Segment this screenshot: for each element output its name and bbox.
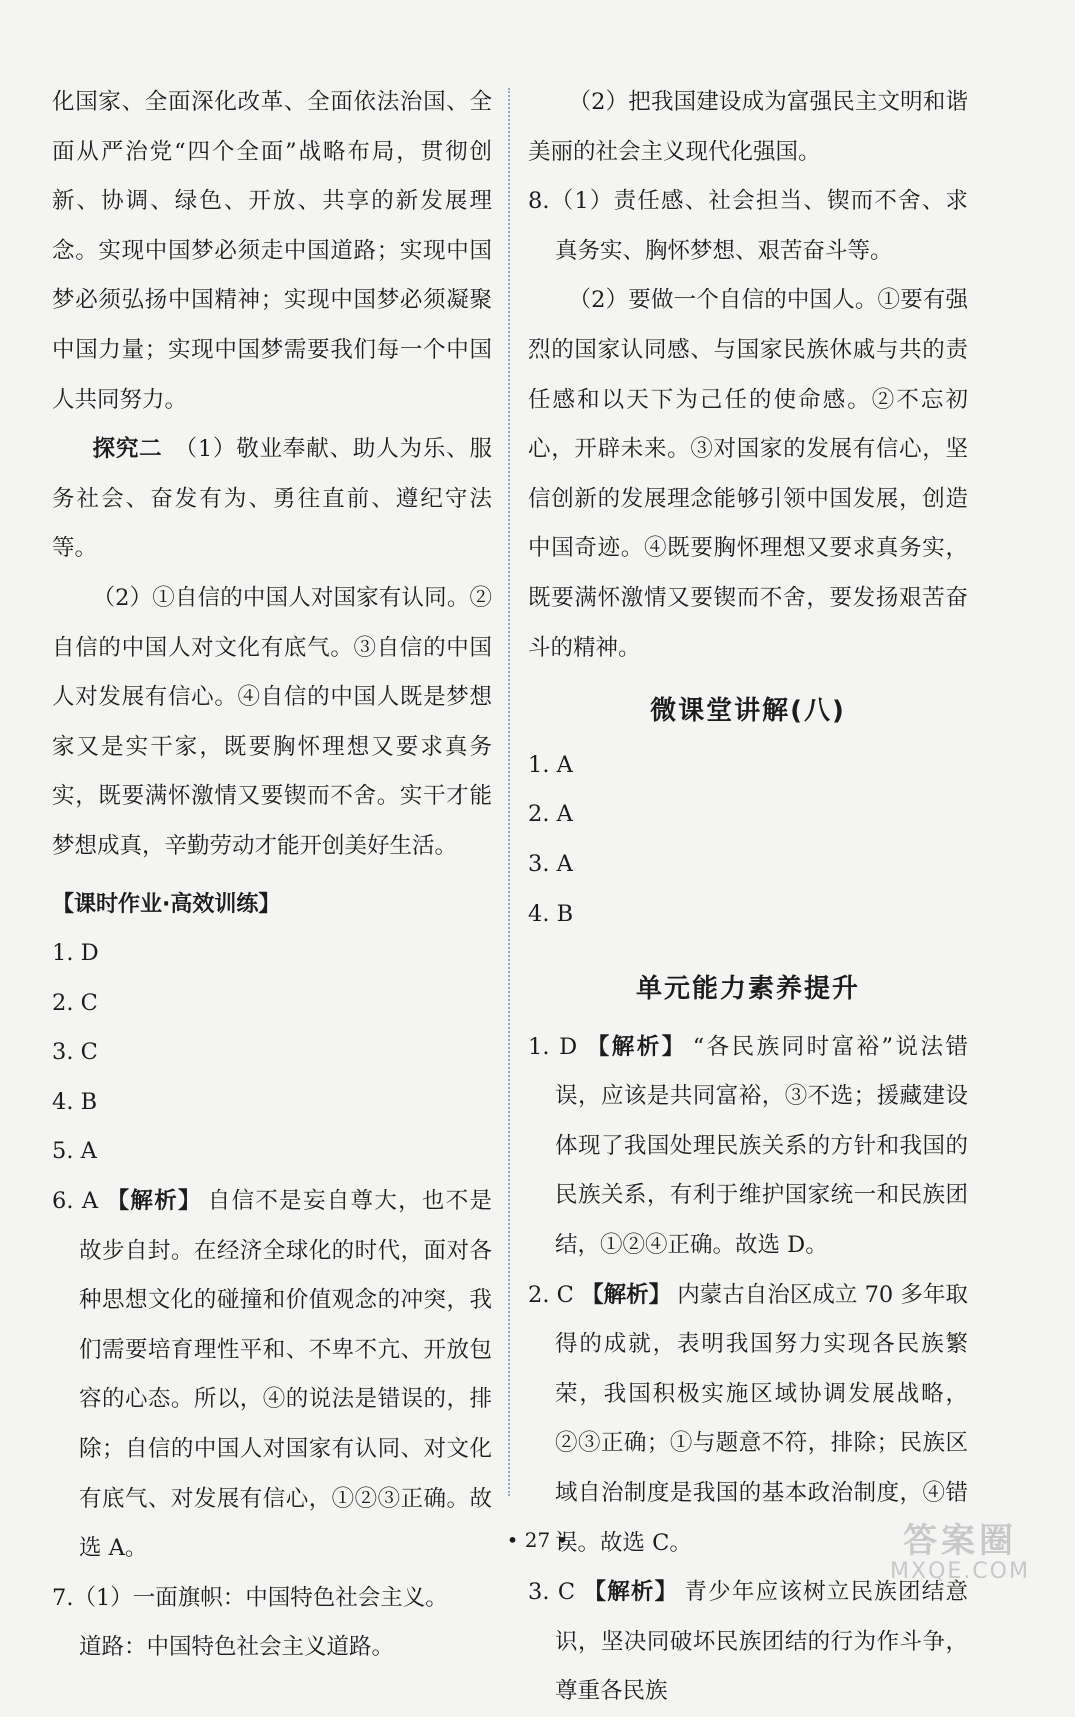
answer-2: 2. C [52,989,98,1016]
unit-answer-1-analysis: “各民族同时富裕”说法错误，应该是共同富裕，③不选；援藏建设体现了我国处理民族关系的方针和我国的民族关系，有利于维护国家统一和民族团结，①②④正确。故选 D。 [555,1033,968,1259]
left-column [52,78,492,1673]
page-number: • 27 • [506,1528,569,1552]
unit-answer-3-number: 3. C [528,1579,576,1606]
analysis-tag: 【解析】 [586,1033,687,1060]
paragraph-confident-chinese: （2）①自信的中国人对国家有认同。②自信的中国人对文化有底气。③自信的中国人对发展有信心。④自信的中国人既是梦想家又是实干家，既要胸怀理想又要求真务实，既要满怀激情又要锲而不舍。实干才能梦想成真，辛勤劳动才能开创美好生活。 [52,584,492,859]
column-divider [508,88,510,1496]
watermark-cn: 答案圈 [903,1521,1017,1561]
unit-answer-3-analysis: 青少年应该树立民族团结意识，坚决同破坏民族团结的行为作斗争，尊重各民族 [555,1579,968,1705]
answer-3: 3. C [52,1039,98,1066]
paragraph-chinese-dream: 化国家、全面深化改革、全面依法治国、全面从严治党“四个全面”战略布局，贯彻创新、协调、绿色、开放、共享的新发展理念。实现中国梦必须走中国道路；实现中国梦必须弘扬中国精神；实现中国梦必须凝聚中国力量；实现中国梦需要我们每一个中国人共同努力。 [52,89,492,413]
analysis-tag: 【解析】 [106,1188,202,1215]
micro-answer-3: 3. A [528,850,573,877]
unit-answer-2-analysis: 内蒙古自治区成立 70 多年取得的成就，表明我国努力实现各民族繁荣，我国积极实施区域协调发展战略，②③正确；①与题意不符，排除；民族区域自治制度是我国的基本政治制度，④错误。故选 C。 [555,1281,968,1556]
watermark-logo [885,1522,1035,1584]
unit-answer-2-number: 2. C [528,1281,574,1308]
micro-answer-1: 1. A [528,751,573,778]
analysis-tag: 【解析】 [583,1579,679,1606]
paragraph-explore-two [52,425,492,574]
explore-two-text: （1）敬业奉献、助人为乐、服务社会、奋发有为、勇往直前、遵纪守法等。 [52,436,492,562]
answer-4: 4. B [52,1088,98,1115]
watermark-en: MXQE.COM [890,1559,1030,1584]
section-title-unit-ability: 单元能力素养提升 [635,974,860,1005]
section-title-micro-class: 微课堂讲解(八) [650,696,846,727]
unit-answer-1 [528,1023,968,1271]
micro-answer-4: 4. B [528,900,574,927]
explore-two-label: 探究二 [92,436,163,463]
unit-answer-1-number: 1. D [528,1033,578,1060]
answer-6 [52,1177,492,1574]
paragraph-modern-power: （2）把我国建设成为富强民主文明和谐美丽的社会主义现代化强国。 [528,89,968,165]
answer-7-line-1: 7.（1）一面旗帜：中国特色社会主义。 [52,1584,448,1611]
answer-6-number: 6. A [52,1188,99,1215]
answer-8-part-2: （2）要做一个自信的中国人。①要有强烈的国家认同感、与国家民族休戚与共的责任感和以天下为己任的使命感。②不忘初心，开辟未来。③对国家的发展有信心，坚信创新的发展理念能够引领中国发展，创造中国奇迹。④既要胸怀理想又要求真务实，既要满怀激情又要锲而不舍，要发扬艰苦奋斗的精神。 [528,287,968,661]
right-column [528,78,968,1717]
answer-5: 5. A [52,1138,97,1165]
answer-8-part-1: 8.（1）责任感、社会担当、锲而不舍、求真务实、胸怀梦想、艰苦奋斗等。 [528,188,968,264]
section-heading-homework: 【课时作业·高效训练】 [52,891,281,917]
answer-6-analysis: 自信不是妄自尊大，也不是故步自封。在经济全球化的时代，面对各种思想文化的碰撞和价值观念的冲突，我们需要培育理性平和、不卑不亢、开放包容的心态。所以，④的说法是错误的，排除；自信的中国人对国家有认同、对文化有底气、对发展有信心，①②③正确。故选 A。 [79,1188,492,1562]
micro-answer-2: 2. A [528,801,573,828]
answer-1: 1. D [52,940,99,967]
answer-7-line-2: 道路：中国特色社会主义道路。 [79,1634,395,1661]
analysis-tag: 【解析】 [581,1281,672,1308]
unit-answer-3 [528,1568,968,1717]
